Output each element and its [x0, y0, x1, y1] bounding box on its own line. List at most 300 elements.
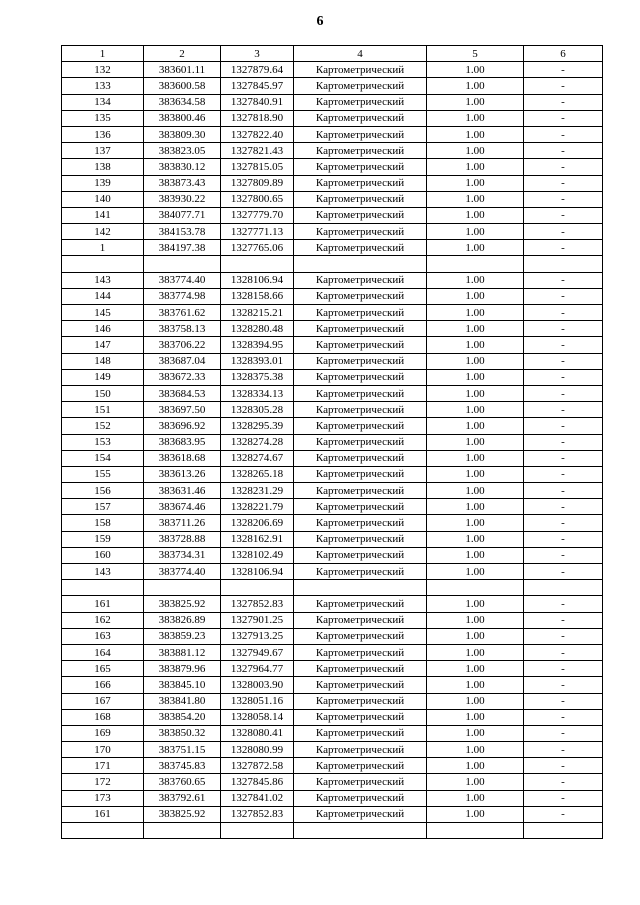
table-separator-row: [62, 256, 603, 272]
accuracy-cell: 1.00: [427, 806, 524, 822]
y-coordinate-cell: 1327779.70: [221, 207, 294, 223]
table-row: [62, 596, 603, 612]
table-row: [62, 742, 603, 758]
accuracy-cell: 1.00: [427, 240, 524, 256]
point-number-cell: 172: [62, 774, 144, 790]
table-row: [62, 224, 603, 240]
description-cell: -: [524, 774, 603, 790]
point-number-cell: 133: [62, 78, 144, 94]
point-number-cell: 143: [62, 564, 144, 580]
table-row: [62, 531, 603, 547]
point-number-cell: 138: [62, 159, 144, 175]
method-cell: Картометрический: [294, 207, 427, 223]
x-coordinate-cell: 383745.83: [144, 758, 221, 774]
y-coordinate-cell: 1328305.28: [221, 402, 294, 418]
x-coordinate-cell: 383751.15: [144, 742, 221, 758]
y-coordinate-cell: 1328221.79: [221, 499, 294, 515]
accuracy-cell: 1.00: [427, 353, 524, 369]
x-coordinate-cell: 384153.78: [144, 224, 221, 240]
column-header: 6: [524, 46, 603, 62]
y-coordinate-cell: 1327852.83: [221, 806, 294, 822]
method-cell: Картометрический: [294, 353, 427, 369]
description-cell: -: [524, 224, 603, 240]
accuracy-cell: 1.00: [427, 547, 524, 563]
point-number-cell: [62, 256, 144, 272]
table-row: [62, 143, 603, 159]
method-cell: Картометрический: [294, 693, 427, 709]
x-coordinate-cell: 384077.71: [144, 207, 221, 223]
description-cell: -: [524, 790, 603, 806]
method-cell: Картометрический: [294, 110, 427, 126]
table-row: [62, 126, 603, 142]
point-number-cell: 154: [62, 450, 144, 466]
x-coordinate-cell: [144, 580, 221, 596]
x-coordinate-cell: 383683.95: [144, 434, 221, 450]
x-coordinate-cell: 383825.92: [144, 806, 221, 822]
table-row: [62, 725, 603, 741]
point-number-cell: 139: [62, 175, 144, 191]
y-coordinate-cell: 1328393.01: [221, 353, 294, 369]
point-number-cell: 157: [62, 499, 144, 515]
method-cell: Картометрический: [294, 628, 427, 644]
column-header: 4: [294, 46, 427, 62]
point-number-cell: 156: [62, 483, 144, 499]
x-coordinate-cell: 383800.46: [144, 110, 221, 126]
y-coordinate-cell: 1328080.41: [221, 725, 294, 741]
description-cell: -: [524, 612, 603, 628]
x-coordinate-cell: 383613.26: [144, 466, 221, 482]
table-row: [62, 774, 603, 790]
y-coordinate-cell: 1327845.97: [221, 78, 294, 94]
point-number-cell: 136: [62, 126, 144, 142]
y-coordinate-cell: 1328274.67: [221, 450, 294, 466]
x-coordinate-cell: 383687.04: [144, 353, 221, 369]
table-separator-row: [62, 823, 603, 839]
table-row: [62, 628, 603, 644]
description-cell: -: [524, 369, 603, 385]
method-cell: Картометрический: [294, 450, 427, 466]
page-number: 6: [316, 14, 324, 29]
point-number-cell: 151: [62, 402, 144, 418]
method-cell: Картометрический: [294, 159, 427, 175]
accuracy-cell: 1.00: [427, 709, 524, 725]
y-coordinate-cell: 1327949.67: [221, 644, 294, 660]
table-row: [62, 709, 603, 725]
y-coordinate-cell: 1328334.13: [221, 385, 294, 401]
accuracy-cell: 1.00: [427, 564, 524, 580]
y-coordinate-cell: 1328102.49: [221, 547, 294, 563]
accuracy-cell: 1.00: [427, 596, 524, 612]
y-coordinate-cell: 1328058.14: [221, 709, 294, 725]
point-number-cell: 149: [62, 369, 144, 385]
accuracy-cell: 1.00: [427, 758, 524, 774]
table-row: [62, 466, 603, 482]
y-coordinate-cell: [221, 580, 294, 596]
accuracy-cell: [427, 256, 524, 272]
y-coordinate-cell: 1328003.90: [221, 677, 294, 693]
description-cell: -: [524, 385, 603, 401]
point-number-cell: [62, 823, 144, 839]
x-coordinate-cell: 383879.96: [144, 661, 221, 677]
description-cell: -: [524, 450, 603, 466]
table-row: [62, 644, 603, 660]
method-cell: [294, 580, 427, 596]
column-header: 5: [427, 46, 524, 62]
point-number-cell: 164: [62, 644, 144, 660]
y-coordinate-cell: 1327765.06: [221, 240, 294, 256]
accuracy-cell: 1.00: [427, 628, 524, 644]
point-number-cell: 155: [62, 466, 144, 482]
description-cell: -: [524, 661, 603, 677]
y-coordinate-cell: 1327841.02: [221, 790, 294, 806]
x-coordinate-cell: 384197.38: [144, 240, 221, 256]
x-coordinate-cell: 383845.10: [144, 677, 221, 693]
x-coordinate-cell: 383850.32: [144, 725, 221, 741]
x-coordinate-cell: 383684.53: [144, 385, 221, 401]
description-cell: -: [524, 126, 603, 142]
y-coordinate-cell: 1327822.40: [221, 126, 294, 142]
method-cell: Картометрический: [294, 143, 427, 159]
method-cell: Картометрический: [294, 62, 427, 78]
point-number-cell: 169: [62, 725, 144, 741]
point-number-cell: 141: [62, 207, 144, 223]
accuracy-cell: 1.00: [427, 191, 524, 207]
method-cell: Картометрический: [294, 78, 427, 94]
table-header-row: [62, 46, 603, 62]
table-row: [62, 418, 603, 434]
table-row: [62, 483, 603, 499]
point-number-cell: 161: [62, 806, 144, 822]
description-cell: -: [524, 531, 603, 547]
point-number-cell: 135: [62, 110, 144, 126]
description-cell: -: [524, 628, 603, 644]
table-separator-row: [62, 580, 603, 596]
description-cell: -: [524, 191, 603, 207]
accuracy-cell: 1.00: [427, 725, 524, 741]
x-coordinate-cell: 383728.88: [144, 531, 221, 547]
description-cell: -: [524, 564, 603, 580]
description-cell: -: [524, 515, 603, 531]
method-cell: Картометрический: [294, 272, 427, 288]
y-coordinate-cell: 1327800.65: [221, 191, 294, 207]
accuracy-cell: 1.00: [427, 224, 524, 240]
accuracy-cell: 1.00: [427, 418, 524, 434]
y-coordinate-cell: 1328080.99: [221, 742, 294, 758]
description-cell: -: [524, 337, 603, 353]
y-coordinate-cell: 1328162.91: [221, 531, 294, 547]
table-row: [62, 612, 603, 628]
x-coordinate-cell: 383823.05: [144, 143, 221, 159]
y-coordinate-cell: 1327840.91: [221, 94, 294, 110]
method-cell: Картометрический: [294, 742, 427, 758]
accuracy-cell: 1.00: [427, 94, 524, 110]
table-row: [62, 175, 603, 191]
y-coordinate-cell: 1327964.77: [221, 661, 294, 677]
table-row: [62, 434, 603, 450]
method-cell: Картометрический: [294, 774, 427, 790]
description-cell: -: [524, 644, 603, 660]
table-row: [62, 240, 603, 256]
method-cell: Картометрический: [294, 321, 427, 337]
description-cell: -: [524, 466, 603, 482]
column-header: 3: [221, 46, 294, 62]
x-coordinate-cell: 383761.62: [144, 305, 221, 321]
point-number-cell: 152: [62, 418, 144, 434]
method-cell: Картометрический: [294, 564, 427, 580]
accuracy-cell: 1.00: [427, 450, 524, 466]
method-cell: Картометрический: [294, 596, 427, 612]
description-cell: -: [524, 434, 603, 450]
description-cell: -: [524, 499, 603, 515]
y-coordinate-cell: 1328375.38: [221, 369, 294, 385]
table-row: [62, 790, 603, 806]
x-coordinate-cell: 383618.68: [144, 450, 221, 466]
accuracy-cell: 1.00: [427, 693, 524, 709]
table-row: [62, 207, 603, 223]
x-coordinate-cell: 383696.92: [144, 418, 221, 434]
x-coordinate-cell: 383734.31: [144, 547, 221, 563]
method-cell: Картометрический: [294, 661, 427, 677]
description-cell: [524, 580, 603, 596]
y-coordinate-cell: 1328265.18: [221, 466, 294, 482]
method-cell: Картометрический: [294, 466, 427, 482]
y-coordinate-cell: 1327845.86: [221, 774, 294, 790]
table-row: [62, 353, 603, 369]
coordinates-table: [61, 45, 603, 839]
accuracy-cell: 1.00: [427, 677, 524, 693]
x-coordinate-cell: [144, 256, 221, 272]
method-cell: [294, 823, 427, 839]
table-row: [62, 758, 603, 774]
accuracy-cell: 1.00: [427, 661, 524, 677]
method-cell: Картометрический: [294, 806, 427, 822]
y-coordinate-cell: 1327852.83: [221, 596, 294, 612]
accuracy-cell: 1.00: [427, 62, 524, 78]
description-cell: -: [524, 709, 603, 725]
method-cell: Картометрический: [294, 499, 427, 515]
point-number-cell: 161: [62, 596, 144, 612]
y-coordinate-cell: 1327771.13: [221, 224, 294, 240]
point-number-cell: 147: [62, 337, 144, 353]
table-row: [62, 515, 603, 531]
accuracy-cell: 1.00: [427, 531, 524, 547]
accuracy-cell: [427, 580, 524, 596]
accuracy-cell: 1.00: [427, 175, 524, 191]
y-coordinate-cell: 1328280.48: [221, 321, 294, 337]
x-coordinate-cell: 383809.30: [144, 126, 221, 142]
table-row: [62, 693, 603, 709]
point-number-cell: 167: [62, 693, 144, 709]
table-row: [62, 564, 603, 580]
method-cell: Картометрический: [294, 434, 427, 450]
table-row: [62, 337, 603, 353]
point-number-cell: 146: [62, 321, 144, 337]
x-coordinate-cell: 383881.12: [144, 644, 221, 660]
accuracy-cell: 1.00: [427, 321, 524, 337]
table-row: [62, 385, 603, 401]
point-number-cell: 159: [62, 531, 144, 547]
y-coordinate-cell: 1328106.94: [221, 272, 294, 288]
table-row: [62, 369, 603, 385]
description-cell: -: [524, 272, 603, 288]
x-coordinate-cell: 383873.43: [144, 175, 221, 191]
method-cell: Картометрический: [294, 709, 427, 725]
point-number-cell: 145: [62, 305, 144, 321]
column-header: 2: [144, 46, 221, 62]
table-body: [62, 46, 603, 839]
x-coordinate-cell: 383792.61: [144, 790, 221, 806]
description-cell: -: [524, 725, 603, 741]
method-cell: Картометрический: [294, 191, 427, 207]
description-cell: -: [524, 62, 603, 78]
point-number-cell: 153: [62, 434, 144, 450]
method-cell: Картометрический: [294, 725, 427, 741]
y-coordinate-cell: 1328106.94: [221, 564, 294, 580]
description-cell: -: [524, 94, 603, 110]
method-cell: Картометрический: [294, 418, 427, 434]
description-cell: -: [524, 305, 603, 321]
accuracy-cell: 1.00: [427, 78, 524, 94]
method-cell: Картометрический: [294, 369, 427, 385]
accuracy-cell: 1.00: [427, 774, 524, 790]
accuracy-cell: 1.00: [427, 515, 524, 531]
description-cell: -: [524, 207, 603, 223]
point-number-cell: 140: [62, 191, 144, 207]
method-cell: Картометрический: [294, 677, 427, 693]
x-coordinate-cell: 383672.33: [144, 369, 221, 385]
x-coordinate-cell: 383825.92: [144, 596, 221, 612]
y-coordinate-cell: 1328158.66: [221, 288, 294, 304]
accuracy-cell: 1.00: [427, 305, 524, 321]
description-cell: -: [524, 78, 603, 94]
description-cell: -: [524, 402, 603, 418]
accuracy-cell: 1.00: [427, 272, 524, 288]
description-cell: -: [524, 547, 603, 563]
y-coordinate-cell: 1328295.39: [221, 418, 294, 434]
point-number-cell: 150: [62, 385, 144, 401]
x-coordinate-cell: 383758.13: [144, 321, 221, 337]
method-cell: Картометрический: [294, 175, 427, 191]
y-coordinate-cell: 1327879.64: [221, 62, 294, 78]
accuracy-cell: 1.00: [427, 483, 524, 499]
description-cell: -: [524, 596, 603, 612]
description-cell: -: [524, 288, 603, 304]
point-number-cell: 137: [62, 143, 144, 159]
table-row: [62, 677, 603, 693]
x-coordinate-cell: 383760.65: [144, 774, 221, 790]
point-number-cell: 168: [62, 709, 144, 725]
accuracy-cell: 1.00: [427, 385, 524, 401]
method-cell: Картометрический: [294, 94, 427, 110]
point-number-cell: 134: [62, 94, 144, 110]
accuracy-cell: 1.00: [427, 337, 524, 353]
point-number-cell: 143: [62, 272, 144, 288]
description-cell: -: [524, 483, 603, 499]
point-number-cell: 170: [62, 742, 144, 758]
x-coordinate-cell: 383841.80: [144, 693, 221, 709]
description-cell: -: [524, 758, 603, 774]
description-cell: -: [524, 353, 603, 369]
y-coordinate-cell: 1327809.89: [221, 175, 294, 191]
table-row: [62, 62, 603, 78]
x-coordinate-cell: 383830.12: [144, 159, 221, 175]
y-coordinate-cell: [221, 823, 294, 839]
point-number-cell: 1: [62, 240, 144, 256]
x-coordinate-cell: 383601.11: [144, 62, 221, 78]
table-row: [62, 402, 603, 418]
table-row: [62, 288, 603, 304]
point-number-cell: 165: [62, 661, 144, 677]
x-coordinate-cell: [144, 823, 221, 839]
method-cell: Картометрический: [294, 240, 427, 256]
method-cell: Картометрический: [294, 337, 427, 353]
point-number-cell: 160: [62, 547, 144, 563]
description-cell: -: [524, 693, 603, 709]
accuracy-cell: 1.00: [427, 402, 524, 418]
y-coordinate-cell: 1328231.29: [221, 483, 294, 499]
y-coordinate-cell: [221, 256, 294, 272]
point-number-cell: 166: [62, 677, 144, 693]
method-cell: Картометрический: [294, 288, 427, 304]
table-row: [62, 159, 603, 175]
table-row: [62, 321, 603, 337]
table-row: [62, 110, 603, 126]
description-cell: [524, 823, 603, 839]
method-cell: Картометрический: [294, 126, 427, 142]
x-coordinate-cell: 383774.98: [144, 288, 221, 304]
column-header: 1: [62, 46, 144, 62]
x-coordinate-cell: 383859.23: [144, 628, 221, 644]
accuracy-cell: 1.00: [427, 612, 524, 628]
x-coordinate-cell: 383634.58: [144, 94, 221, 110]
y-coordinate-cell: 1327815.05: [221, 159, 294, 175]
x-coordinate-cell: 383631.46: [144, 483, 221, 499]
table-row: [62, 78, 603, 94]
description-cell: -: [524, 806, 603, 822]
table-row: [62, 191, 603, 207]
x-coordinate-cell: 383774.40: [144, 272, 221, 288]
method-cell: [294, 256, 427, 272]
accuracy-cell: 1.00: [427, 288, 524, 304]
accuracy-cell: 1.00: [427, 644, 524, 660]
y-coordinate-cell: 1327818.90: [221, 110, 294, 126]
description-cell: -: [524, 418, 603, 434]
accuracy-cell: 1.00: [427, 790, 524, 806]
table-row: [62, 94, 603, 110]
y-coordinate-cell: 1327872.58: [221, 758, 294, 774]
description-cell: -: [524, 110, 603, 126]
point-number-cell: 142: [62, 224, 144, 240]
accuracy-cell: 1.00: [427, 742, 524, 758]
method-cell: Картометрический: [294, 531, 427, 547]
y-coordinate-cell: 1328206.69: [221, 515, 294, 531]
description-cell: [524, 256, 603, 272]
point-number-cell: 171: [62, 758, 144, 774]
method-cell: Картометрический: [294, 483, 427, 499]
method-cell: Картометрический: [294, 224, 427, 240]
point-number-cell: 173: [62, 790, 144, 806]
point-number-cell: 148: [62, 353, 144, 369]
method-cell: Картометрический: [294, 385, 427, 401]
method-cell: Картометрический: [294, 758, 427, 774]
accuracy-cell: 1.00: [427, 159, 524, 175]
y-coordinate-cell: 1328274.28: [221, 434, 294, 450]
method-cell: Картометрический: [294, 402, 427, 418]
x-coordinate-cell: 383600.58: [144, 78, 221, 94]
method-cell: Картометрический: [294, 515, 427, 531]
x-coordinate-cell: 383774.40: [144, 564, 221, 580]
y-coordinate-cell: 1327901.25: [221, 612, 294, 628]
